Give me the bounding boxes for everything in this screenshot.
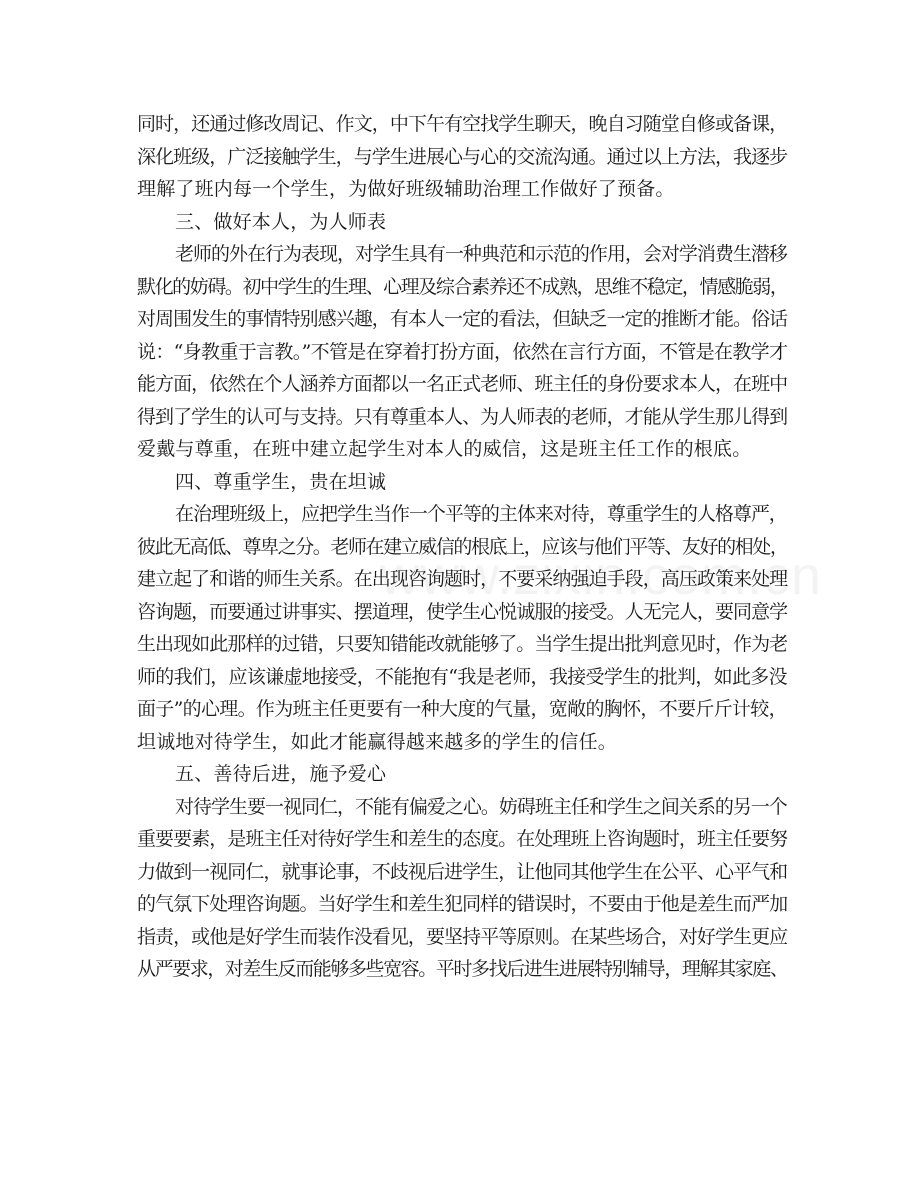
text-line: 理解了班内每一个学生，为做好班级辅助治理工作做好了预备。 <box>137 178 675 200</box>
text-line: 指责，或他是好学生而装作没看见，要坚持平等原则。在某些场合，对好学生更应 <box>137 925 788 948</box>
text-line: 同时，还通过修改周记、作文，中下午有空找学生聊天，晚自习随堂自修或备课， <box>137 113 788 135</box>
text-line: 默化的妨碍。初中学生的生理、心理及综合素养还不成熟，思维不稳定，情感脆弱， <box>137 275 788 298</box>
text-line: 彼此无高低、尊卑之分。老师在建立威信的根底上，应该与他们平等、友好的相处， <box>137 535 788 558</box>
text-line: 能方面，依然在个人涵养方面都以一名正式老师、班主任的身份要求本人，在班中 <box>137 373 788 395</box>
document-body <box>137 108 787 986</box>
text-line: 老师的外在行为表现，对学生具有一种典范和示范的作用，会对学消费生潜移 <box>175 243 787 265</box>
text-line: 咨询题，而要通过讲事实、摆道理，使学生心悦诚服的接受。人无完人，要同意学 <box>137 600 788 623</box>
text-line: 生出现如此那样的过错，只要知错能改就能够了。当学生提出批判意见时，作为老 <box>137 633 788 655</box>
text-line: 从严要求，对差生反而能够多些宽容。平时多找后进生进展特别辅导，理解其家庭、 <box>137 958 788 980</box>
text-line: 爱戴与尊重，在班中建立起学生对本人的威信，这是班主任工作的根底。 <box>137 438 752 460</box>
text-line: 深化班级，广泛接触学生，与学生进展心与心的交流沟通。通过以上方法，我逐步 <box>137 145 788 168</box>
text-line: 对周围发生的事情特别感兴趣，有本人一定的看法，但缺乏一定的推断才能。俗话 <box>137 308 788 330</box>
text-line: 重要要素，是班主任对待好学生和差生的态度。在处理班上咨询题时，班主任要努 <box>137 828 788 850</box>
text-line: 力做到一视同仁，就事论事，不歧视后进学生，让他同其他学生在公平、心平气和 <box>137 860 788 883</box>
text-line: 说：“身教重于言教。”不管是在穿着打扮方面，依然在言行方面，不管是在教学才 <box>137 340 788 363</box>
text-line: 在治理班级上，应把学生当作一个平等的主体来对待，尊重学生的人格尊严， <box>175 503 787 525</box>
text-line: 坦诚地对待学生，如此才能赢得越来越多的学生的信任。 <box>137 730 618 753</box>
text-line: 的气氛下处理咨询题。当好学生和差生犯同样的错误时，不要由于他是差生而严加 <box>137 893 788 915</box>
text-line: 师的我们，应该谦虚地接受，不能抱有“我是老师，我接受学生的批判，如此多没 <box>137 665 787 688</box>
text-line: 三、做好本人，为人师表 <box>175 210 387 233</box>
text-line: 对待学生要一视同仁，不能有偏爱之心。妨碍班主任和学生之间关系的另一个 <box>175 795 787 818</box>
text-line: 四、尊重学生，贵在坦诚 <box>175 470 387 493</box>
text-line: 面子”的心理。作为班主任更要有一种大度的气量，宽敞的胸怀，不要斤斤计较， <box>137 698 787 720</box>
text-line: 得到了学生的认可与支持。只有尊重本人、为人师表的老师，才能从学生那儿得到 <box>137 405 788 428</box>
text-line: 建立起了和谐的师生关系。在出现咨询题时，不要采纳强迫手段，高压政策来处理 <box>137 568 788 590</box>
text-line: 五、善待后进，施予爱心 <box>175 763 387 785</box>
